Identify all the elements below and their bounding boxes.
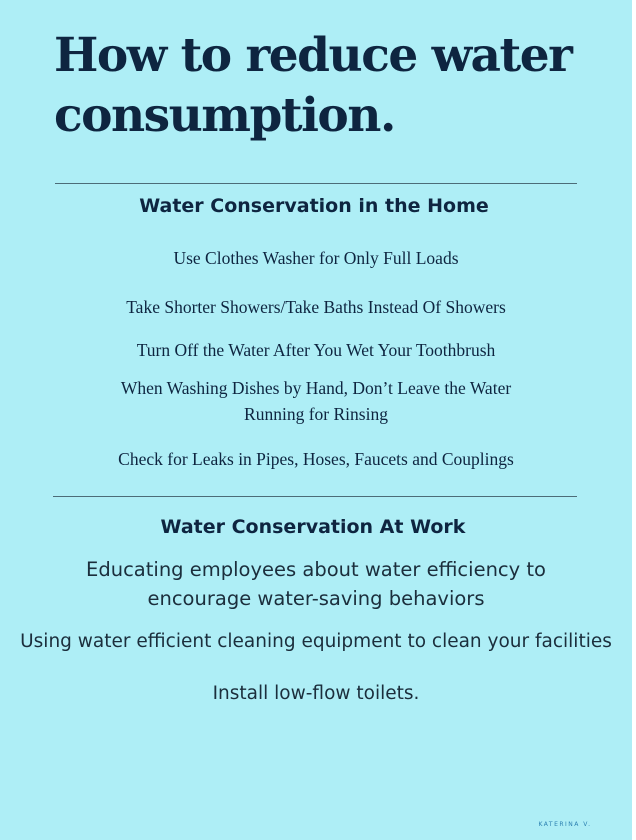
home-tip: Take Shorter Showers/Take Baths Instead Of Showers [126, 297, 506, 317]
home-tip: Turn Off the Water After You Wet Your Toothbrush [136, 340, 496, 360]
page-title: How to reduce water consumption. [54, 28, 572, 143]
home-tip: When Washing Dishes by Hand, Don’t Leave the Water Running for Rinsing [120, 378, 512, 424]
author-signature: KATERINA V. [538, 821, 592, 828]
work-section-heading: Water Conservation At Work [160, 516, 466, 538]
home-tip: Use Clothes Washer for Only Full Loads [173, 248, 459, 268]
work-tip: Educating employees about water efficiency to encourage water-saving behaviors [86, 558, 546, 610]
home-section-heading: Water Conservation in the Home [139, 195, 489, 217]
divider-top [55, 183, 577, 184]
work-tip: Install low-flow toilets. [212, 683, 420, 704]
home-tip: Check for Leaks in Pipes, Hoses, Faucets and Couplings [118, 449, 514, 469]
work-tip: Using water efficient cleaning equipment to clean your facilities [20, 631, 612, 652]
divider-middle [53, 496, 577, 497]
